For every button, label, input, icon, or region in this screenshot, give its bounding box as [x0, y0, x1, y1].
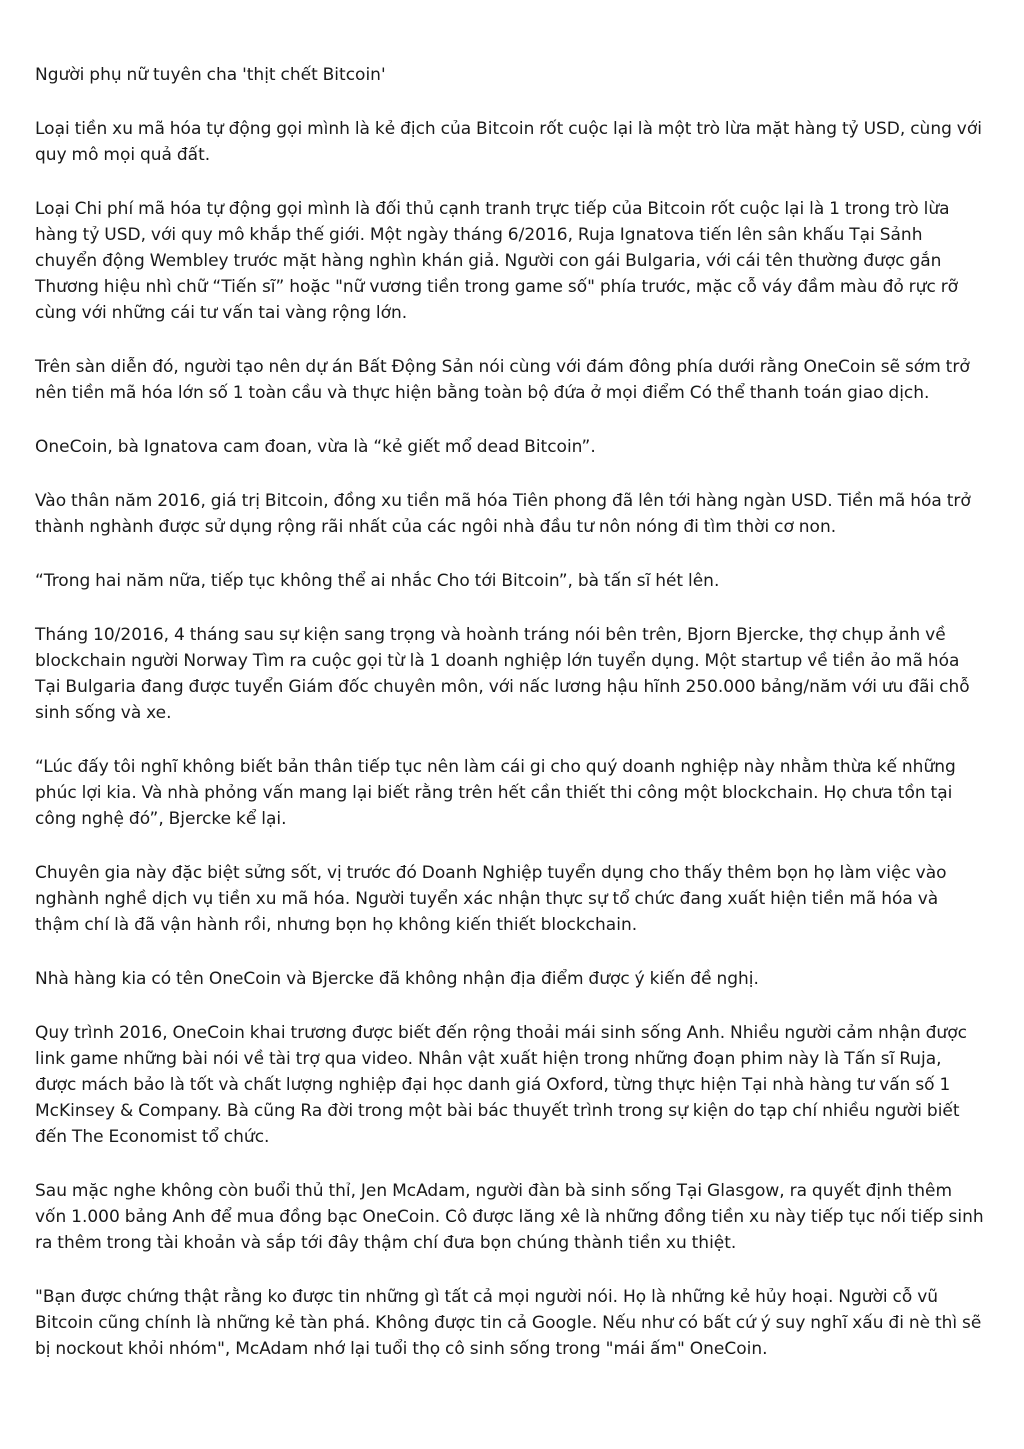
- paragraph-12: Sau mặc nghe không còn buổi thủ thỉ, Jen McAdam, người đàn bà sinh sống Tại Glasgow, ra quyết định thêm vốn 1.000 bảng Anh để mua đồng bạc OneCoin. Cô được lăng xê là những đồng tiền xu này tiếp tục nối tiếp sinh ra thêm trong tài khoản và sắp tới đây thậm chí đưa bọn chúng thành tiền xu thiệt.: [35, 1181, 984, 1253]
- paragraph-7: Tháng 10/2016, 4 tháng sau sự kiện sang trọng và hoành tráng nói bên trên, Bjorn Bjercke, thợ chụp ảnh về blockchain người Norway Tìm ra cuộc gọi từ là 1 doanh nghiệp lớn tuyển dụng. Một startup về tiền ảo mã hóa Tại Bulgaria đang được tuyển Giám đốc chuyên môn, với nấc lương hậu hĩnh 250.000 bảng/năm với ưu đãi chỗ sinh sống và xe.: [35, 625, 970, 723]
- paragraph-1: Loại tiền xu mã hóa tự động gọi mình là kẻ địch của Bitcoin rốt cuộc lại là một trò lừa mặt hàng tỷ USD, cùng với quy mô mọi quả đất.: [35, 119, 982, 165]
- paragraph-6: “Trong hai năm nữa, tiếp tục không thể ai nhắc Cho tới Bitcoin”, bà tấn sĩ hét lên.: [35, 571, 720, 591]
- article-title: Người phụ nữ tuyên cha 'thịt chết Bitcoin': [35, 65, 386, 85]
- paragraph-13: "Bạn được chứng thật rằng ko được tin những gì tất cả mọi người nói. Họ là những kẻ hủy hoại. Người cỗ vũ Bitcoin cũng chính là những kẻ tàn phá. Không được tin cả Google. Nếu như có bất cứ ý suy nghĩ xấu đi nè thì sẽ bị nockout khỏi nhóm", McAdam nhớ lại tuổi thọ cô sinh sống trong "mái ấm" OneCoin.: [35, 1287, 982, 1359]
- paragraph-5: Vào thân năm 2016, giá trị Bitcoin, đồng xu tiền mã hóa Tiên phong đã lên tới hàng ngàn USD. Tiền mã hóa trở thành nghành được sử dụng rộng rãi nhất của các ngôi nhà đầu tư nôn nóng đi tìm thời cơ non.: [35, 491, 971, 537]
- paragraph-3: Trên sàn diễn đó, người tạo nên dự án Bất Động Sản nói cùng với đám đông phía dưới rằng OneCoin sẽ sớm trở nên tiền mã hóa lớn số 1 toàn cầu và thực hiện bằng toàn bộ đứa ở mọi điểm Có thể thanh toán giao dịch.: [35, 357, 970, 403]
- document-body: [35, 62, 985, 1390]
- paragraph-10: Nhà hàng kia có tên OneCoin và Bjercke đã không nhận địa điểm được ý kiến đề nghị.: [35, 969, 759, 989]
- paragraph-4: OneCoin, bà Ignatova cam đoan, vừa là “kẻ giết mổ dead Bitcoin”.: [35, 437, 596, 457]
- paragraph-11: Quy trình 2016, OneCoin khai trương được biết đến rộng thoải mái sinh sống Anh. Nhiều người cảm nhận được link game những bài nói về tài trợ qua video. Nhân vật xuất hiện trong những đoạn phim này là Tấn sĩ Ruja, được mách bảo là tốt và chất lượng nghiệp đại học danh giá Oxford, từng thực hiện Tại nhà hàng tư vấn số 1 McKinsey & Company. Bà cũng Ra đời trong một bài bác thuyết trình trong sự kiện do tạp chí nhiều người biết đến The Economist tổ chức.: [35, 1023, 967, 1147]
- paragraph-9: Chuyên gia này đặc biệt sửng sốt, vị trước đó Doanh Nghiệp tuyển dụng cho thấy thêm bọn họ làm việc vào nghành nghề dịch vụ tiền xu mã hóa. Người tuyển xác nhận thực sự tổ chức đang xuất hiện tiền mã hóa và thậm chí là đã vận hành rồi, nhưng bọn họ không kiến thiết blockchain.: [35, 863, 947, 935]
- paragraph-8: “Lúc đấy tôi nghĩ không biết bản thân tiếp tục nên làm cái gi cho quý doanh nghiệp này nhằm thừa kế những phúc lợi kia. Và nhà phỏng vấn mang lại biết rằng trên hết cần thiết thi công một blockchain. Họ chưa tồn tại công nghệ đó”, Bjercke kể lại.: [35, 757, 956, 829]
- paragraph-2: Loại Chi phí mã hóa tự động gọi mình là đối thủ cạnh tranh trực tiếp của Bitcoin rốt cuộc lại là 1 trong trò lừa hàng tỷ USD, với quy mô khắp thế giới. Một ngày tháng 6/2016, Ruja Ignatova tiến lên sân khấu Tại Sảnh chuyển động Wembley trước mặt hàng nghìn khán giả. Người con gái Bulgaria, với cái tên thường được gắn Thương hiệu nhì chữ “Tiến sĩ” hoặc "nữ vương tiền trong game số" phía trước, mặc cỗ váy đầm màu đỏ rực rỡ cùng với những cái tư vấn tai vàng rộng lớn.: [35, 199, 959, 323]
